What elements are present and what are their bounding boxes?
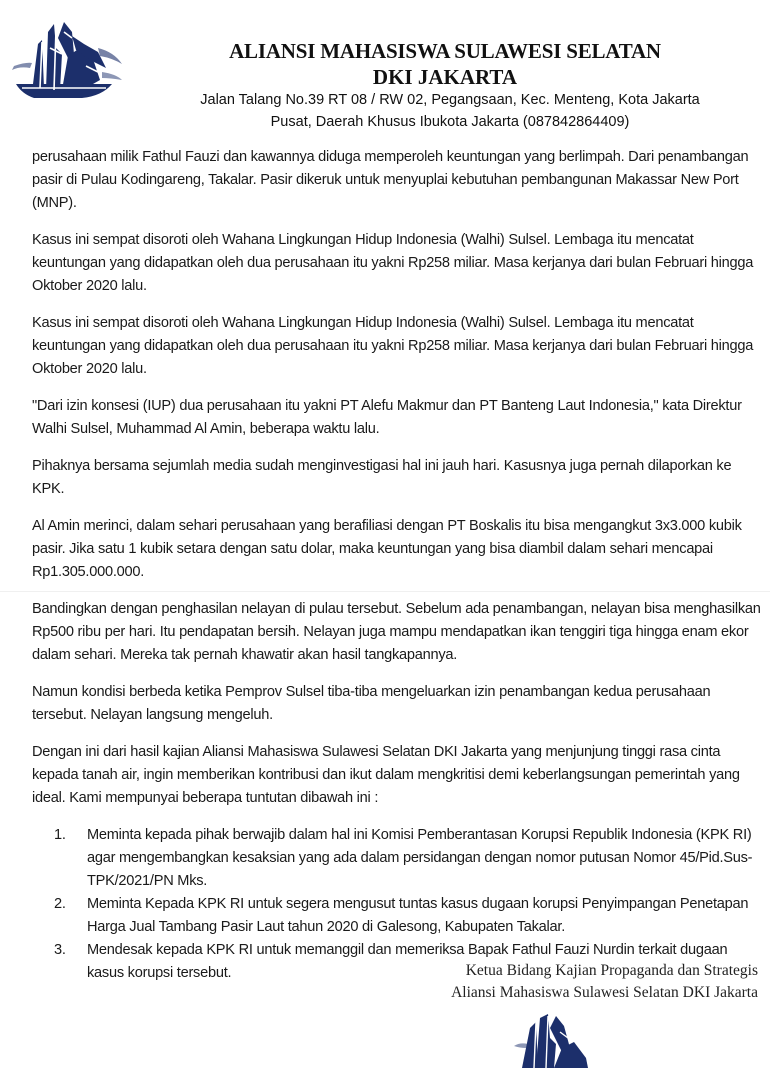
letterhead [0, 38, 770, 133]
demand-number: 3. [54, 942, 66, 958]
organization-name: ALIANSI MAHASISWA SULAWESI SELATAN [229, 39, 661, 63]
paragraph: Kasus ini sempat disoroti oleh Wahana Lingkungan Hidup Indonesia (Walhi) Sulsel. Lembaga itu mencatat keuntungan yang didapatkan oleh dua perusahaan itu yakni Rp258 miliar. Masa kerjanya dari bulan Februari hingga Oktober 2020 lalu. [32, 315, 754, 377]
demand-text: Meminta Kepada KPK RI untuk segera mengusut tuntas kasus dugaan korupsi Penyimpangan Penetapan Harga Jual Tambang Pasir Laut tahun 2020 di Galesong, Kabupaten Takalar. [87, 896, 749, 935]
demand-item [32, 824, 762, 893]
demand-item [32, 893, 762, 939]
signatory-organization: Aliansi Mahasiswa Sulawesi Selatan DKI Jakarta [451, 984, 758, 1001]
paragraph: Dengan ini dari hasil kajian Aliansi Mahasiswa Sulawesi Selatan DKI Jakarta yang menjunjung tinggi rasa cinta kepada tanah air, ingin memberikan kontribusi dan ikut dalam mengkritisi demi keberlangsungan pemerintah yang ideal. Kami mempunyai beberapa tuntutan dibawah ini : [32, 744, 740, 806]
paragraph: perusahaan milik Fathul Fauzi dan kawannya diduga memperoleh keuntungan yang berlimpah. Dari penambangan pasir di Pulau Kodingareng, Takalar. Pasir dikeruk untuk menyuplai kebutuhan pembangunan Makassar New Port (MNP). [32, 149, 749, 211]
demand-number: 2. [54, 896, 66, 912]
demand-number: 1. [54, 827, 66, 843]
organization-city: DKI JAKARTA [372, 65, 518, 89]
signature-block [451, 960, 758, 1004]
signatory-title: Ketua Bidang Kajian Propaganda dan Strategis [465, 962, 758, 979]
address-line-2: Pusat, Daerah Khusus Ibukota Jakarta (087842864409) [270, 114, 630, 130]
letter-body [32, 146, 762, 985]
paragraph: Kasus ini sempat disoroti oleh Wahana Lingkungan Hidup Indonesia (Walhi) Sulsel. Lembaga itu mencatat keuntungan yang didapatkan oleh dua perusahaan itu yakni Rp258 miliar. Masa kerjanya dari bulan Februari hingga Oktober 2020 lalu. [32, 232, 754, 294]
paragraph: Al Amin merinci, dalam sehari perusahaan yang berafiliasi dengan PT Boskalis itu bisa mengangkut 3x3.000 kubik pasir. Jika satu 1 kubik setara dengan satu dolar, maka keuntungan yang bisa diambil dalam sehari mencapai Rp1.305.000.000. [32, 518, 742, 580]
demand-text: Meminta kepada pihak berwajib dalam hal ini Komisi Pemberantasan Korupsi Republik Indonesia (KPK RI) agar mengembangkan kesaksian yang ada dalam persidangan dengan nomor putusan Nomor 45/Pid.Sus-TPK/2021/PN Mks. [87, 827, 753, 889]
paragraph: Pihaknya bersama sejumlah media sudah menginvestigasi hal ini jauh hari. Kasusnya juga pernah dilaporkan ke KPK. [32, 458, 732, 497]
paragraph: "Dari izin konsesi (IUP) dua perusahaan itu yakni PT Alefu Makmur dan PT Banteng Laut Indonesia," kata Direktur Walhi Sulsel, Muhammad Al Amin, beberapa waktu lalu. [32, 398, 742, 437]
sailing-ship-stamp-icon [500, 1008, 590, 1068]
demand-text: Mendesak kepada KPK RI untuk memanggil dan memeriksa Bapak Fathul Fauzi Nurdin terkait dugaan kasus korupsi tersebut. [87, 942, 728, 981]
paragraph: Namun kondisi berbeda ketika Pemprov Sulsel tiba-tiba mengeluarkan izin penambangan kedua perusahaan tersebut. Nelayan langsung mengeluh. [32, 684, 711, 723]
address-line-1: Jalan Talang No.39 RT 08 / RW 02, Pegangsaan, Kec. Menteng, Kota Jakarta [200, 92, 700, 108]
paragraph: Bandingkan dengan penghasilan nelayan di pulau tersebut. Sebelum ada penambangan, nelayan bisa menghasilkan Rp500 ribu per hari. Itu pendapatan bersih. Nelayan juga mampu mendapatkan ikan tenggiri tiga hingga enam ekor dalam sehari. Mereka tak pernah khawatir akan hasil tangkapannya. [32, 601, 761, 663]
